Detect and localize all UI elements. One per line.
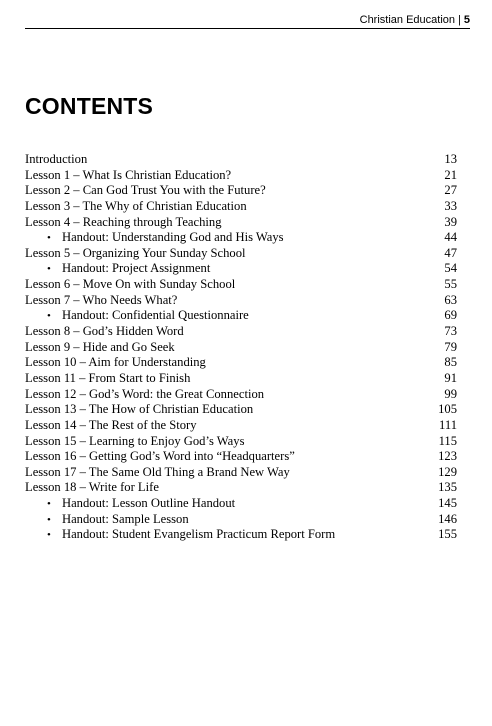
toc-entry-page: 79 xyxy=(444,339,457,354)
toc-entry-page: 21 xyxy=(444,167,457,182)
toc-entry-page: 54 xyxy=(444,261,457,276)
toc-subentry xyxy=(25,261,457,277)
toc-entry xyxy=(25,465,457,481)
toc-entry-page: 69 xyxy=(444,308,457,323)
toc-entry xyxy=(25,355,457,371)
toc-entry-page: 123 xyxy=(438,449,457,464)
toc-entry-left xyxy=(25,152,87,168)
toc-entry-page: 39 xyxy=(444,214,457,229)
bullet-icon: • xyxy=(47,498,51,511)
toc-entry xyxy=(25,215,457,231)
toc-entry xyxy=(25,340,457,356)
toc-entry-page: 13 xyxy=(444,152,457,166)
toc-entry-label: Introduction xyxy=(25,152,88,166)
toc-entry-label: Lesson 10 – Aim for Understanding xyxy=(25,355,206,370)
toc-entry-page: 27 xyxy=(444,183,457,198)
toc-entry-label: Lesson 12 – God’s Word: the Great Connection xyxy=(25,386,265,401)
bullet-icon: • xyxy=(47,263,51,276)
toc-entry xyxy=(25,277,457,293)
toc-entry-label: Handout: Lesson Outline Handout xyxy=(62,496,236,511)
toc-entry-left xyxy=(25,402,253,418)
toc-entry-label: Handout: Sample Lesson xyxy=(62,511,189,526)
toc-entry-page: 91 xyxy=(444,370,457,385)
toc-entry-page: 145 xyxy=(438,496,457,511)
toc-entry-label: Handout: Confidential Questionnaire xyxy=(62,308,249,323)
toc-entry-left xyxy=(25,230,284,247)
contents-title: CONTENTS xyxy=(25,93,154,119)
toc-entry-left xyxy=(25,449,295,465)
toc-entry-label: Lesson 8 – God’s Hidden Word xyxy=(25,324,184,339)
toc-entry xyxy=(25,183,457,199)
header-rule xyxy=(25,28,470,29)
toc-entry-left xyxy=(25,480,159,496)
toc-entry-page: 105 xyxy=(438,402,457,417)
toc-entry-left xyxy=(25,261,210,278)
toc-entry-page: 44 xyxy=(444,230,457,245)
toc-entry-page: 73 xyxy=(444,324,457,339)
toc-entry-label: Lesson 4 – Reaching through Teaching xyxy=(25,214,222,229)
toc-entry-label: Lesson 17 – The Same Old Thing a Brand New Way xyxy=(25,464,290,479)
toc-entry xyxy=(25,402,457,418)
toc-entry-label: Handout: Understanding God and His Ways xyxy=(62,230,284,245)
running-header-separator: | xyxy=(458,14,461,26)
toc-subentry xyxy=(25,230,457,246)
toc-entry-label: Lesson 9 – Hide and Go Seek xyxy=(25,339,175,354)
toc-entry-label: Lesson 1 – What Is Christian Education? xyxy=(25,167,232,182)
toc-subentry xyxy=(25,512,457,528)
toc-entry-label: Lesson 15 – Learning to Enjoy God’s Ways xyxy=(25,433,245,448)
toc-entry-page: 99 xyxy=(444,386,457,401)
toc-entry-left xyxy=(25,168,231,184)
toc-entry-left xyxy=(25,496,235,513)
toc-entry-left xyxy=(25,371,190,387)
toc-entry xyxy=(25,418,457,434)
running-header xyxy=(360,14,470,27)
toc-entry xyxy=(25,449,457,465)
toc-entry xyxy=(25,293,457,309)
toc-entry-page: 55 xyxy=(444,277,457,292)
toc-entry xyxy=(25,199,457,215)
page-number: 5 xyxy=(463,14,470,26)
toc-entry xyxy=(25,434,457,450)
toc-entry-label: Lesson 13 – The How of Christian Education xyxy=(25,402,254,417)
table-of-contents xyxy=(25,152,457,543)
toc-entry-label: Lesson 11 – From Start to Finish xyxy=(25,370,191,385)
toc-entry-left xyxy=(25,277,235,293)
toc-entry xyxy=(25,168,457,184)
toc-entry xyxy=(25,324,457,340)
toc-entry-label: Lesson 6 – Move On with Sunday School xyxy=(25,277,236,292)
toc-entry-left xyxy=(25,387,264,403)
toc-entry-label: Lesson 16 – Getting God’s Word into “Headquarters” xyxy=(25,449,295,464)
toc-entry-left xyxy=(25,246,246,262)
toc-entry xyxy=(25,371,457,387)
toc-entry xyxy=(25,152,457,168)
toc-entry-label: Lesson 5 – Organizing Your Sunday School xyxy=(25,245,246,260)
toc-entry-page: 135 xyxy=(438,480,457,495)
toc-entry-left xyxy=(25,527,335,544)
toc-entry-left xyxy=(25,215,222,231)
toc-entry-page: 115 xyxy=(438,433,457,448)
toc-entry-label: Lesson 7 – Who Needs What? xyxy=(25,292,178,307)
toc-entry-label: Lesson 2 – Can God Trust You with the Future? xyxy=(25,183,266,198)
toc-entry-page: 146 xyxy=(438,511,457,526)
toc-entry-label: Lesson 3 – The Why of Christian Education xyxy=(25,198,247,213)
toc-entry xyxy=(25,480,457,496)
toc-entry-label: Lesson 18 – Write for Life xyxy=(25,480,159,495)
toc-entry-left xyxy=(25,355,206,371)
toc-entry-left xyxy=(25,183,266,199)
bullet-icon: • xyxy=(47,529,51,542)
running-header-title: Christian Education xyxy=(359,14,456,26)
toc-entry-label: Lesson 14 – The Rest of the Story xyxy=(25,417,197,432)
toc-entry-page: 33 xyxy=(444,198,457,213)
toc-entry-page: 63 xyxy=(444,292,457,307)
toc-entry xyxy=(25,387,457,403)
toc-entry xyxy=(25,246,457,262)
toc-subentry xyxy=(25,527,457,543)
toc-entry-left xyxy=(25,199,247,215)
toc-entry-left xyxy=(25,293,177,309)
bullet-icon: • xyxy=(47,513,51,526)
toc-entry-page: 111 xyxy=(439,417,457,432)
toc-entry-left xyxy=(25,324,184,340)
toc-entry-page: 129 xyxy=(438,464,457,479)
toc-entry-left xyxy=(25,340,175,356)
toc-subentry xyxy=(25,496,457,512)
toc-entry-left xyxy=(25,512,189,529)
toc-entry-left xyxy=(25,418,197,434)
toc-entry-left xyxy=(25,308,249,325)
toc-entry-label: Handout: Project Assignment xyxy=(62,261,211,276)
toc-entry-page: 155 xyxy=(438,527,457,542)
toc-entry-label: Handout: Student Evangelism Practicum Report Form xyxy=(62,527,336,542)
bullet-icon: • xyxy=(47,232,51,245)
bullet-icon: • xyxy=(47,310,51,323)
toc-entry-left xyxy=(25,434,244,450)
toc-entry-left xyxy=(25,465,290,481)
toc-entry-page: 85 xyxy=(444,355,457,370)
toc-entry-page: 47 xyxy=(444,245,457,260)
toc-subentry xyxy=(25,308,457,324)
